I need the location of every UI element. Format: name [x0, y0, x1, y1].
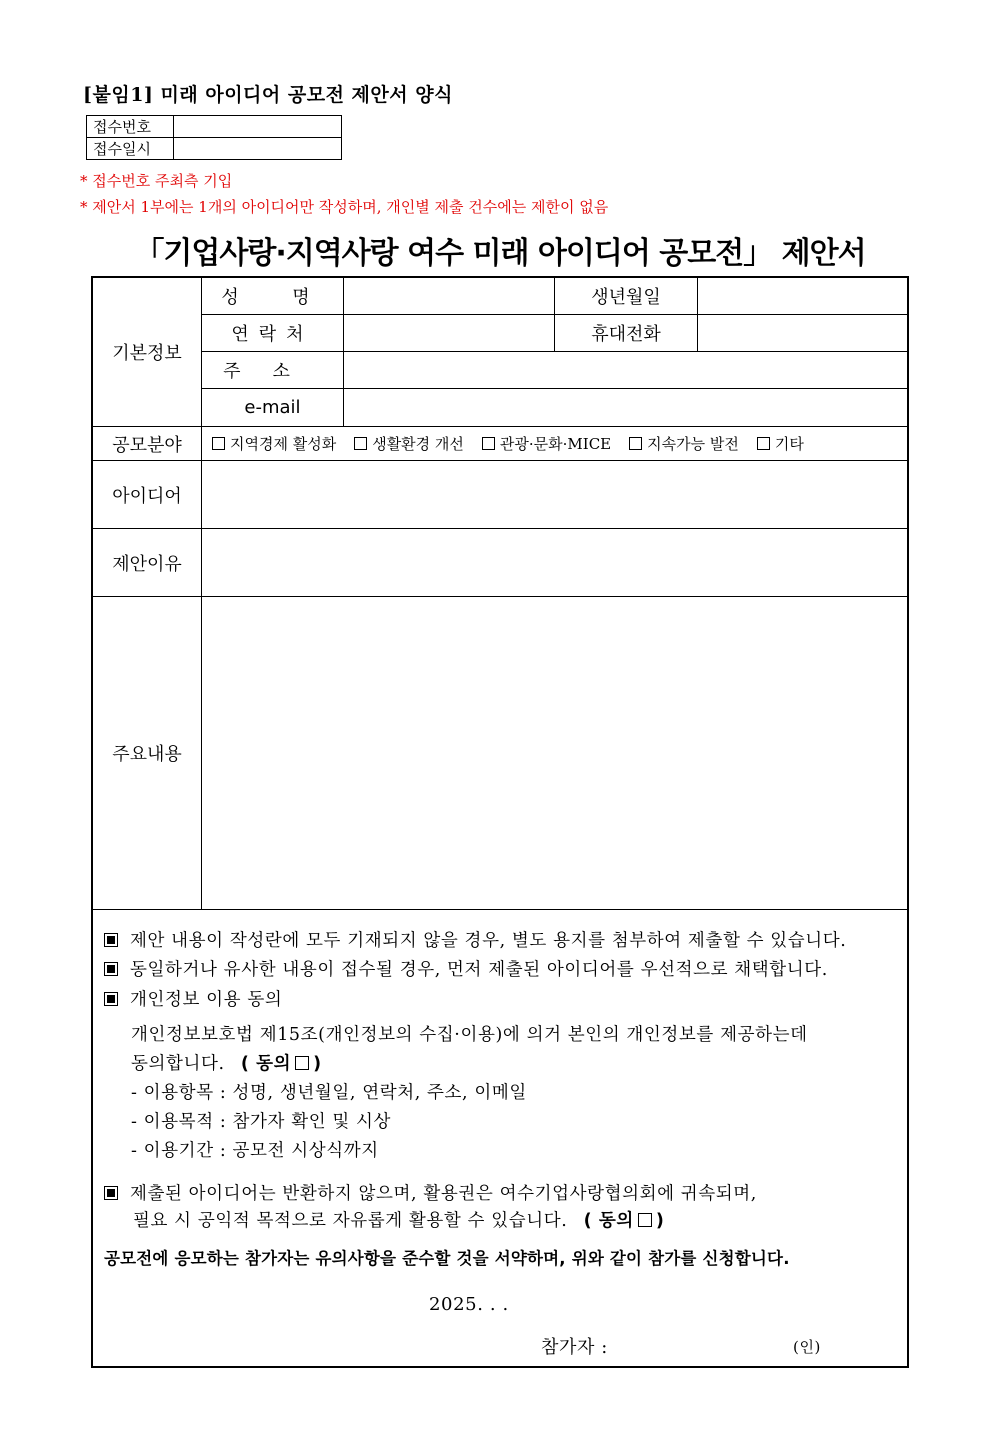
field-option-sustainability[interactable]: 지속가능 발전	[629, 433, 739, 454]
checkbox-icon	[354, 437, 367, 450]
note-one-idea: * 제안서 1부에는 1개의 아이디어만 작성하며, 개인별 제출 건수에는 제한이 없음	[80, 198, 609, 216]
email-field[interactable]	[344, 389, 907, 427]
checkbox-icon	[482, 437, 495, 450]
content-field[interactable]	[202, 597, 907, 910]
filled-square-icon	[104, 1186, 118, 1200]
field-option-economy[interactable]: 지역경제 활성화	[212, 433, 336, 454]
agree-checkbox-icon[interactable]	[295, 1056, 309, 1070]
contact-label: 연락처	[202, 315, 344, 352]
email-label: e-mail	[202, 389, 344, 427]
filled-square-icon	[104, 992, 118, 1006]
field-label: 공모분야	[93, 427, 202, 461]
receipt-table	[86, 115, 342, 160]
participant-label: 참가자 :	[541, 1337, 608, 1358]
note-receipt: * 접수번호 주최측 기입	[80, 172, 233, 190]
field-option-other[interactable]: 기타	[757, 433, 804, 454]
mobile-field[interactable]	[698, 315, 907, 352]
reason-field[interactable]	[202, 529, 907, 597]
field-option-tourism[interactable]: 관광·문화·MICE	[482, 433, 611, 454]
address-field[interactable]	[344, 352, 907, 389]
pledge: 공모전에 응모하는 참가자는 유의사항을 준수할 것을 서약하며, 위와 같이 참가를 신청합니다.	[104, 1249, 790, 1268]
use-purpose: - 이용목적 : 참가자 확인 및 시상	[131, 1112, 392, 1132]
field-option-environment[interactable]: 생활환경 개선	[354, 433, 464, 454]
content-label: 주요내용	[93, 597, 202, 910]
contact-field[interactable]	[344, 315, 555, 352]
agree-checkbox-icon[interactable]	[638, 1213, 652, 1227]
privacy-agree[interactable]: ( 동의 )	[240, 1054, 322, 1074]
address-label: 주소	[202, 352, 344, 389]
checkbox-icon	[212, 437, 225, 450]
receipt-number-label: 접수번호	[87, 116, 174, 138]
basic-info-label: 기본정보	[93, 278, 202, 427]
checkbox-icon	[757, 437, 770, 450]
attachment-title: [붙임1] 미래 아이디어 공모전 제안서 양식	[83, 84, 453, 106]
notice-2: 동일하거나 유사한 내용이 접수될 경우, 먼저 제출된 아이디어를 우선적으로 채택합니다.	[104, 956, 828, 981]
birth-field[interactable]	[698, 278, 907, 315]
privacy-text-2: 동의합니다. ( 동의 )	[131, 1054, 322, 1074]
idea-field[interactable]	[202, 461, 907, 529]
name-label: 성 명	[202, 278, 344, 315]
notice-1: 제안 내용이 작성란에 모두 기재되지 않을 경우, 별도 용지를 첨부하여 제출할 수 있습니다.	[104, 927, 846, 952]
date-line[interactable]: 2025. . .	[429, 1294, 509, 1315]
notice-4: 제출된 아이디어는 반환하지 않으며, 활용권은 여수기업사랑협의회에 귀속되며,	[104, 1180, 757, 1205]
receipt-date-label: 접수일시	[87, 138, 174, 160]
utilization-agree[interactable]: ( 동의 )	[583, 1211, 665, 1231]
mobile-label: 휴대전화	[555, 315, 698, 352]
reason-label: 제안이유	[93, 529, 202, 597]
receipt-number-field[interactable]	[174, 116, 342, 138]
use-items: - 이용항목 : 성명, 생년월일, 연락처, 주소, 이메일	[131, 1083, 527, 1103]
receipt-date-field[interactable]	[174, 138, 342, 160]
birth-label: 생년월일	[555, 278, 698, 315]
privacy-text-1: 개인정보보호법 제15조(개인정보의 수집·이용)에 의거 본인의 개인정보를 제공하는데	[131, 1025, 808, 1045]
filled-square-icon	[104, 933, 118, 947]
use-period: - 이용기간 : 공모전 시상식까지	[131, 1141, 379, 1161]
proposal-form	[91, 276, 909, 1368]
seal-mark: (인)	[793, 1338, 821, 1356]
idea-label: 아이디어	[93, 461, 202, 529]
checkbox-icon	[629, 437, 642, 450]
notice-3: 개인정보 이용 동의	[104, 986, 282, 1011]
field-options	[202, 427, 907, 461]
filled-square-icon	[104, 962, 118, 976]
name-field[interactable]	[344, 278, 555, 315]
form-title: 「기업사랑·지역사랑 여수 미래 아이디어 공모전」 제안서	[134, 236, 866, 271]
notice-4-line2: 필요 시 공익적 목적으로 자유롭게 활용할 수 있습니다. ( 동의 )	[133, 1211, 665, 1231]
